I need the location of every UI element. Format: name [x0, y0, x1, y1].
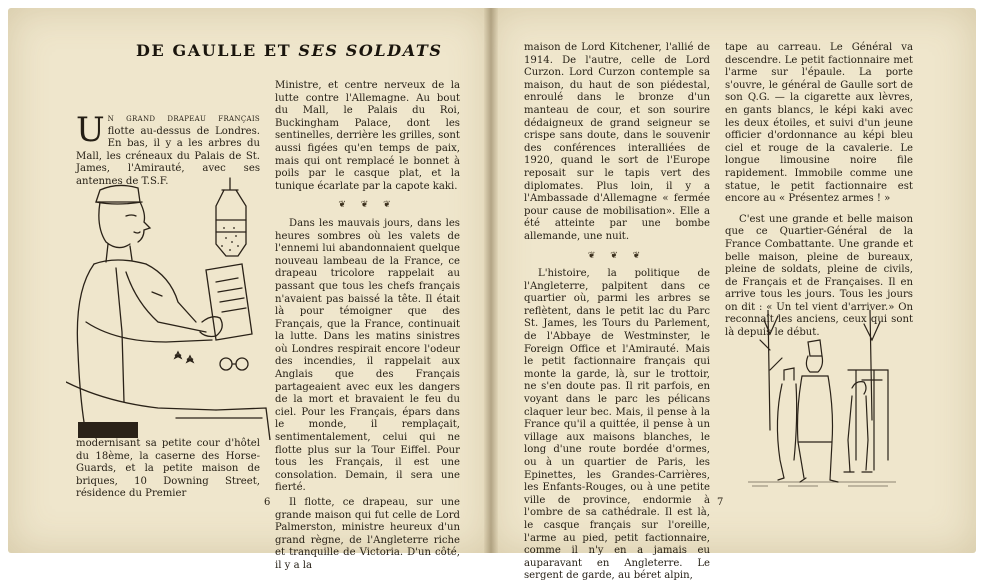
- left-col2: [275, 80, 460, 573]
- ornament-separator: ❦ ❦ ❦: [338, 200, 397, 211]
- right-col2-p1: tape au carreau. Le Général va descendre. Le petit factionnaire met l'arme sur l'épaule. La porte s'ouvre, le général de Gaulle sort de son Q.G. — la cigarette aux lèvres, en gants blancs, le képi kaki avec les deux étoiles, et suivi d'un jeune officier d'ordonnance au képi bleu ciel et rouge de la cavalerie. Le longue limousine noire file rapidement. Immobile comme une statue, le petit factionnaire est encore au « Présentez armes ! »: [725, 42, 913, 205]
- title-main: DE GAULLE ET: [136, 41, 299, 60]
- page-number-right: 7: [717, 497, 724, 508]
- title-italic: SES SOLDATS: [298, 41, 443, 60]
- left-col2-p3: Il flotte, ce drapeau, sur une grande maison qui fut celle de Lord Palmerston, ministre heureux d'un grand règne, de l'Angleterre riche et tranquille de Victoria. D'un côté, il y a la: [275, 497, 460, 571]
- lead-smallcaps: n grand drapeau français: [107, 113, 260, 124]
- left-col2-p2: Dans les mauvais jours, dans les heures sombres où les valets de l'ennemi lui abandonnaient quelque nouveau lambeau de la France, ce drapeau tricolore rappelait au passant que tous les chefs français n'avaient pas baissé la tête. Il était là pour témoigner que des Français, que la France, continuait la lutte. Dans les matins sinistres où Londres respirait encore l'odeur des incendies, il rappelait aux Anglais que des Français partageaient avec eux les dangers de la mort et bravaient le feu du ciel. Pour les Français, épars dans le monde, il remplaçait, sentimentalement, celui qui ne flotte plus sur la Tour Eiffel. Pour tous les Français, il est une consolation. Demain, il sera une fierté.: [275, 217, 460, 494]
- right-col2: [725, 42, 913, 340]
- general-portrait-illustration: [66, 172, 272, 440]
- left-col2-p1: Ministre, et centre nerveux de la lutte contre l'Allemagne. Au bout du Mall, le Palais du Roi, Buckingham Palace, dont les sentinelles, derrière les grilles, sont aussi figées qu'en temps de paix, mais qui ont remplacé le bonnet à poils par le casque plat, et la tunique écarlate par la capote kaki.: [275, 80, 460, 192]
- book-gutter: [484, 8, 498, 553]
- right-col1-p2: L'histoire, la politique de l'Angleterre, palpitent dans ce quartier où, parmi les arbres se reflètent, dans le petit lac du Parc St. James, les Tours du Parlement, de l'Abbaye de Westminster, le Foreign Office et l'Amirauté. Mais le petit factionnaire français qui monte la garde, là, sur le trottoir, ne s'en doute pas. Il rit parfois, en voyant dans le parc les pélicans claquer leur bec. Mais, il pense à la France qu'il a quittée, il pense à un village aux maisons blanches, le long d'une route bordée d'ormes, ou à un quartier de Paris, les Epinettes, les Grandes-Carrières, les Enfants-Rouges, ou à une petite ville de province, endormie à l'ombre de sa cathédrale. Il est là, le casque français sur l'oreille, l'arme au pied, petit factionnaire, comme il n'y en a jamais eu auparavant en Angleterre. Le sergent de garde, au béret alpin,: [524, 268, 710, 582]
- ornament-separator: ❦ ❦ ❦: [587, 250, 647, 261]
- page-number-left: 6: [264, 497, 271, 508]
- left-col1-bottom: [76, 438, 260, 501]
- drop-cap: U: [76, 110, 105, 150]
- sentry-officers-illustration: [748, 310, 896, 490]
- left-col1-bottom-text: modernisant sa petite cour d'hôtel du 18ème, la caserne des Horse-Guards, et la petite maison de briques, 10 Downing Street, résidence du Premier: [76, 438, 260, 500]
- right-col1: [524, 42, 710, 583]
- right-col1-p1: maison de Lord Kitchener, l'allié de 1914. De l'autre, celle de Lord Curzon. Lord Curzon contemple sa maison, du haut de son piédestal, enroulé dans le bronze d'un manteau de cour, et son sourire dédaigneux de grand seigneur se crispe sans doute, dans le souvenir des conférences interalliées de 1920, quand le sort de l'Europe reposait sur le tapis vert des diplomates. Plus loin, il y a l'Ambassade d'Allemagne « fermée pour cause de mobilisation». Elle a été atteinte par une bombe allemande, une nuit.: [524, 42, 710, 242]
- page-title: [136, 41, 443, 60]
- right-col2-p2: C'est une grande et belle maison que ce Quartier-Général de la France Combattante. Une grande et belle maison, pleine de bureaux, pleine de soldats, pleine de civils, de Français et de Françaises. Il en arrive tous les jours. Tous les jours on dit : « Un tel vient d'arriver.» On reconnaît les anciens, ceux qui sont là depuis le début.: [725, 213, 913, 339]
- lead-text: flotte au-dessus de Londres. En bas, il y a les arbres du Mall, les créneaux du Palais de St. James, l'Amirauté, avec ses antennes de T.S.F.: [76, 125, 260, 187]
